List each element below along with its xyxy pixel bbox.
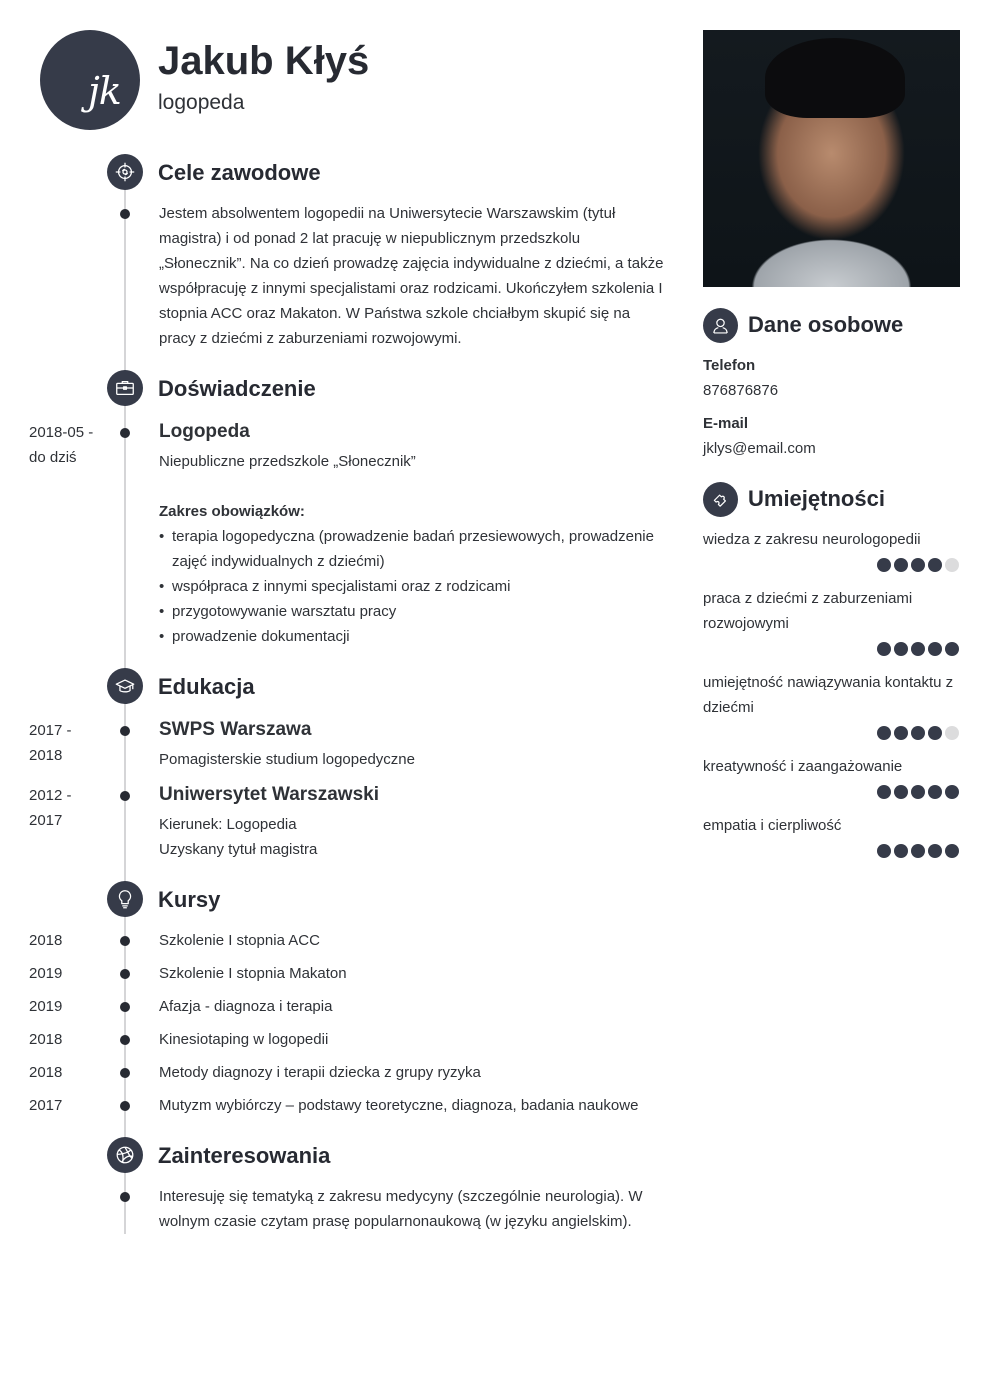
course-year: 2019 (29, 965, 63, 982)
rating-dot-filled (877, 785, 891, 799)
monogram-text: jk (88, 69, 121, 113)
duty-item: • terapia logopedyczna (prowadzenie badań przesiewowych, prowadzenie zajęć indywidualnych z dziećmi) (159, 524, 669, 574)
experience-date (29, 420, 93, 470)
section-title-skills: Umiejętności (748, 486, 885, 511)
rating-dot-filled (945, 844, 959, 858)
timeline-dot (120, 1101, 130, 1111)
skill-name: umiejętność nawiązywania kontaktu z dziećmi (703, 674, 954, 716)
skill-rating (877, 844, 959, 858)
phone-label: Telefon (703, 357, 756, 374)
section-title-interests: Zainteresowania (158, 1143, 331, 1168)
course-name: Mutyzm wybiórczy – podstawy teoretyczne, diagnoza, badania naukowe (159, 1097, 639, 1114)
timeline-dot (120, 1068, 130, 1078)
rating-dot-filled (945, 642, 959, 656)
section-title-education: Edukacja (158, 674, 255, 699)
skill-rating (877, 558, 959, 572)
skill-name: kreatywność i zaangażowanie (703, 758, 903, 775)
education-school: SWPS Warszawa (159, 719, 312, 740)
date-start: 2017 - (29, 722, 72, 739)
course-name: Szkolenie I stopnia ACC (159, 932, 320, 949)
section-title-goals: Cele zawodowe (158, 160, 321, 185)
course-year: 2017 (29, 1097, 63, 1114)
graduation-cap-icon (107, 668, 143, 704)
date-end: do dziś (29, 449, 77, 466)
email-label: E-mail (703, 415, 749, 432)
rating-dot-filled (877, 844, 891, 858)
skill-name: praca z dziećmi z zaburzeniami rozwojowymi (703, 590, 913, 632)
timeline-dot (120, 726, 130, 736)
duty-item: • współpraca z innymi specjalistami oraz z rodzicami (159, 574, 669, 599)
photo-hair (765, 38, 905, 118)
timeline-dot (120, 969, 130, 979)
user-icon (703, 308, 738, 343)
experience-company: Niepubliczne przedszkole „Słonecznik” (159, 453, 416, 470)
lightbulb-icon (107, 881, 143, 917)
timeline-dot (120, 428, 130, 438)
timeline-dot (120, 209, 130, 219)
duties-list (159, 524, 669, 649)
education-date (29, 718, 72, 768)
rating-dot-filled (894, 558, 908, 572)
rating-dot-filled (911, 726, 925, 740)
skill-name: wiedza z zakresu neurologopedii (703, 531, 921, 548)
rating-dot-filled (911, 844, 925, 858)
course-year: 2018 (29, 1031, 63, 1048)
goals-text: Jestem absolwentem logopedii na Uniwersytecie Warszawskim (tytuł magistra) i od ponad 2 lat pracuję w niepublicznym przedszkolu „Słonecznik”. Na co dzień prowadzę zajęcia indywidualne z dziećmi, a także współpracuję z innymi specjalistami oraz rodzicami. Ukończyłem szkolenia I stopnia ACC oraz Makaton. W Państwa szkole chciałbym skupić się na pracy z dziećmi z zaburzeniami rozwojowymi. (159, 205, 664, 347)
duty-item: • przygotowywanie warsztatu pracy (159, 599, 669, 624)
rating-dot-filled (928, 785, 942, 799)
section-title-courses: Kursy (158, 887, 221, 912)
rating-dot-filled (877, 558, 891, 572)
rating-dot-filled (894, 726, 908, 740)
rating-dot-filled (877, 726, 891, 740)
rating-dot-filled (928, 726, 942, 740)
skill-name: empatia i cierpliwość (703, 817, 842, 834)
rating-dot-filled (928, 844, 942, 858)
education-school: Uniwersytet Warszawski (159, 784, 379, 805)
course-year: 2018 (29, 932, 63, 949)
monogram-avatar (40, 30, 140, 130)
phone-value[interactable]: 876876876 (703, 382, 779, 399)
date-start: 2012 - (29, 787, 72, 804)
rating-dot-filled (911, 558, 925, 572)
candidate-title: logopeda (158, 91, 245, 114)
briefcase-icon (107, 370, 143, 406)
experience-position: Logopeda (159, 421, 250, 442)
timeline-dot (120, 1035, 130, 1045)
duties-label: Zakres obowiązków: (159, 503, 305, 520)
skill-rating (877, 785, 959, 799)
email-value[interactable]: jklys@email.com (703, 440, 816, 457)
timeline-dot (120, 791, 130, 801)
skill-rating (877, 642, 959, 656)
rating-dot-filled (928, 558, 942, 572)
course-name: Kinesiotaping w logopedii (159, 1031, 329, 1048)
rating-dot-filled (928, 642, 942, 656)
course-year: 2018 (29, 1064, 63, 1081)
rating-dot-filled (945, 785, 959, 799)
rating-dot-filled (894, 642, 908, 656)
timeline-dot (120, 1002, 130, 1012)
course-name: Szkolenie I stopnia Makaton (159, 965, 347, 982)
basketball-icon (107, 1137, 143, 1173)
course-name: Metody diagnozy i terapii dziecka z grupy ryzyka (159, 1064, 481, 1081)
interests-text: Interesuję się tematyką z zakresu medycyny (szczególnie neurologia). W wolnym czasie czytam prasę popularnonaukową (w języku angielskim). (159, 1188, 643, 1230)
education-detail: Uzyskany tytuł magistra (159, 841, 318, 858)
rating-dot-filled (877, 642, 891, 656)
course-name: Afazja - diagnoza i terapia (159, 998, 333, 1015)
duty-item: • prowadzenie dokumentacji (159, 624, 669, 649)
education-detail: Kierunek: Logopedia (159, 816, 297, 833)
date-end: 2017 (29, 812, 63, 829)
rating-dot-filled (894, 785, 908, 799)
rating-dot-filled (894, 844, 908, 858)
date-end: 2018 (29, 747, 63, 764)
date-start: 2018-05 - (29, 424, 94, 441)
rating-dot-filled (911, 642, 925, 656)
rating-dot-filled (911, 785, 925, 799)
timeline-dot (120, 936, 130, 946)
section-title-experience: Doświadczenie (158, 376, 316, 401)
education-date (29, 783, 72, 833)
candidate-name: Jakub Kłyś (158, 39, 370, 83)
education-detail: Pomagisterskie studium logopedyczne (159, 751, 415, 768)
section-title-personal: Dane osobowe (748, 312, 904, 337)
profile-photo (703, 30, 960, 287)
skill-rating (877, 726, 959, 740)
course-year: 2019 (29, 998, 63, 1015)
puzzle-icon (703, 482, 738, 517)
timeline-dot (120, 1192, 130, 1202)
rating-dot-empty (945, 558, 959, 572)
target-icon (107, 154, 143, 190)
rating-dot-empty (945, 726, 959, 740)
